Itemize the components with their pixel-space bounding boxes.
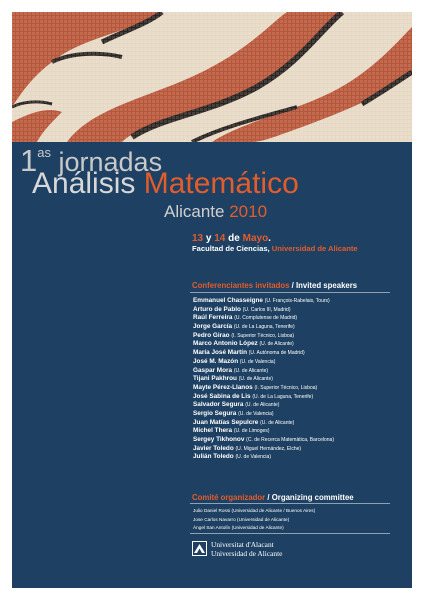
speaker-affiliation: (U. de La Laguna, Tenerife) [252, 393, 314, 400]
mosaic-image [12, 12, 412, 142]
speaker-item [193, 358, 403, 367]
speaker-item [193, 297, 403, 306]
logo-divider [190, 533, 390, 534]
speaker-affiliation: (U. Carlos III, Madrid) [242, 306, 291, 313]
speaker-affiliation: (U. de Valencia) [238, 410, 274, 417]
speakers-list [193, 297, 403, 462]
speakers-heading-es: Conferenciantes invitados [192, 281, 290, 290]
committee-list [193, 507, 393, 533]
speaker-affiliation: (U. de Alicante) [259, 341, 294, 348]
speaker-affiliation: (U. de La Laguna, Tenerife) [233, 324, 295, 331]
speaker-name: Raúl Ferreira [193, 314, 233, 322]
speaker-item [193, 314, 403, 323]
speaker-item [193, 375, 403, 384]
speakers-divider [190, 292, 390, 293]
speaker-affiliation: (U. de Alicante) [233, 367, 269, 374]
speaker-name: Sergey Tikhonov [193, 436, 245, 443]
speaker-name: Julián Toledo [193, 453, 234, 461]
speaker-item [193, 367, 403, 376]
speaker-affiliation: (U. de Limoges) [233, 428, 270, 435]
speaker-affiliation: (U. de Alicante) [238, 376, 273, 383]
title-city: Alicante [164, 202, 225, 221]
committee-member: Julio Daniel Rossi (Universidad de Alicante / Buenos Aires) [193, 508, 316, 513]
title-year: 2010 [229, 202, 268, 221]
speaker-item [193, 332, 403, 341]
committee-heading-en: Organizing committee [271, 493, 354, 502]
speaker-item [193, 436, 403, 445]
speaker-affiliation: (U. de Valencia) [239, 358, 276, 365]
speaker-name: Arturo de Pablo [193, 305, 241, 313]
speaker-item [193, 323, 403, 332]
speaker-name: Michel Thera [193, 427, 233, 435]
speaker-item [193, 349, 403, 358]
speaker-name: María José Martín [193, 349, 247, 357]
speaker-affiliation: (U. de Alicante) [245, 402, 280, 409]
speaker-affiliation: (U. Complutense de Madrid) [234, 315, 298, 322]
committee-member: Jose Carlos Navarro (Universidad de Alicante) [193, 516, 290, 522]
speakers-heading [192, 281, 357, 290]
speaker-name: Gaspar Mora [193, 366, 233, 374]
venue-faculty: Facultad de Ciencias, [192, 244, 270, 253]
title-analisis: Análisis [32, 167, 136, 200]
speaker-name: Marco Antonio López [193, 340, 258, 348]
speaker-affiliation: (U. François-Rabelais, Tours) [264, 298, 330, 304]
committee-heading-es: Comité organizador [192, 493, 266, 502]
speaker-affiliation: (U. Miguel Hernández, Elche) [235, 445, 302, 452]
logo-line-1: Universitat d'Alacant [211, 540, 274, 549]
speaker-item [193, 445, 403, 454]
speaker-item [193, 401, 403, 410]
speaker-affiliation: (U. Autónoma de Madrid) [248, 350, 305, 357]
logo-line-2: Universidad de Alicante [211, 549, 283, 558]
committee-heading-separator: / [267, 493, 270, 502]
speaker-item [193, 410, 403, 419]
speaker-item [193, 384, 403, 393]
university-emblem-icon [192, 541, 207, 556]
date-and: y [205, 233, 212, 244]
speaker-name: Jorge García [193, 323, 233, 331]
speaker-name: Tijani Pakhrou [193, 375, 237, 383]
date-month: Mayo [242, 233, 269, 244]
speaker-name: Mayte Pérez-Llanos [193, 383, 253, 391]
title-number: 1 [20, 143, 38, 178]
title-matematico: Matemático [143, 167, 299, 200]
speaker-name: José M. Mazón [193, 357, 239, 365]
speaker-name: Juan Matías Sepulcre [193, 418, 259, 426]
speakers-heading-separator: / [291, 281, 294, 290]
speaker-affiliation: (C. de Recerca Matemàtica, Barcelona) [246, 437, 334, 443]
event-venue [192, 244, 358, 253]
university-logo [192, 539, 392, 559]
date-day-1: 13 [192, 233, 204, 244]
speaker-item [193, 393, 403, 402]
speaker-affiliation: (U. de Alicante) [260, 419, 295, 426]
speaker-affiliation: (U. de Valencia) [235, 454, 271, 461]
speaker-affiliation: (I. Superior Técnico, Lisboa) [254, 384, 318, 391]
mosaic-photo [12, 12, 412, 142]
speaker-name: Javier Toledo [193, 444, 234, 452]
speaker-name: José Sabina de Lis [193, 392, 251, 400]
speaker-item [193, 419, 403, 428]
venue-university: Universidad de Alicante [271, 244, 358, 253]
speaker-item [193, 340, 403, 349]
speaker-item [193, 306, 403, 315]
committee-heading [192, 493, 354, 502]
speaker-name: Salvador Segura [193, 401, 244, 409]
speaker-name: Sergio Segura [193, 409, 237, 417]
date-de: de [228, 233, 240, 244]
event-title [12, 138, 412, 230]
committee-member: Ángel San Antolín (Universidad de Alicante) [193, 525, 284, 530]
committee-divider [190, 503, 390, 504]
event-dates: 13 y 14 de Mayo. [192, 233, 271, 244]
title-superscript: as [37, 145, 51, 160]
date-day-2: 14 [214, 233, 226, 244]
speaker-name: Pedro Girao [193, 331, 230, 339]
speaker-item [193, 427, 403, 436]
speakers-heading-en: Invited speakers [296, 281, 358, 290]
speaker-item [193, 453, 403, 462]
title-jornadas: jornadas [58, 147, 163, 177]
speaker-affiliation: (I. Superior Técnico, Lisboa) [231, 332, 295, 339]
title-line-3 [164, 202, 267, 222]
title-line-2 [32, 168, 299, 200]
speaker-name: Emmanuel Chasseigne [193, 297, 263, 304]
